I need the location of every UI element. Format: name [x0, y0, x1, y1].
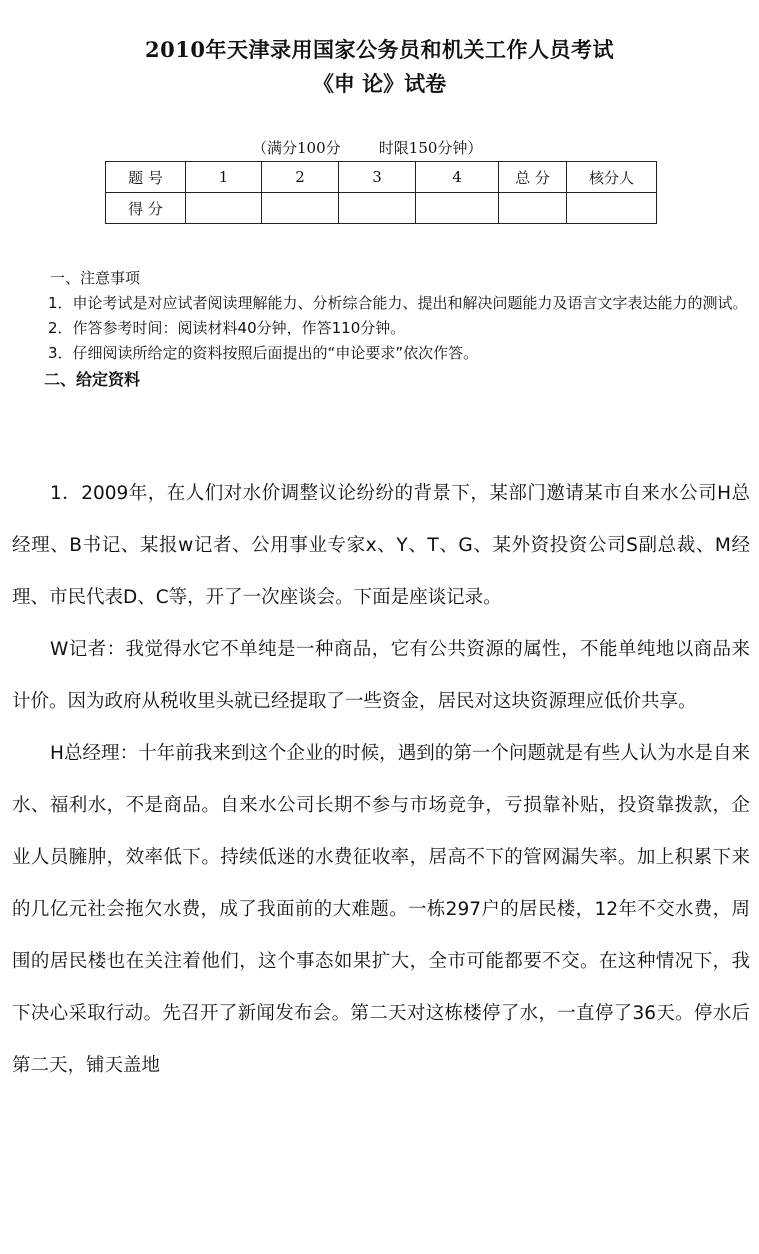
score-header-cell: 总 分 — [499, 162, 567, 193]
score-cell — [499, 193, 567, 224]
score-cell — [339, 193, 416, 224]
score-table-score-row — [106, 193, 657, 224]
notes-section — [14, 266, 754, 392]
score-cell — [186, 193, 262, 224]
materials-body — [12, 468, 750, 1092]
score-cell — [262, 193, 339, 224]
score-row-label: 得 分 — [106, 193, 186, 224]
score-header-cell: 1 — [186, 162, 262, 193]
score-table — [105, 161, 657, 224]
notes-item: 1．申论考试是对应试者阅读理解能力、分析综合能力、提出和解决问题能力及语言文字表达能力的测试。 — [48, 294, 748, 312]
exam-meta: （满分100分 时限150分钟） — [252, 139, 483, 157]
exam-title: 2010年天津录用国家公务员和机关工作人员考试 — [145, 37, 614, 62]
notes-item: 3．仔细阅读所给定的资料按照后面提出的“申论要求”依次作答。 — [48, 344, 479, 362]
score-table-header-row — [106, 162, 657, 193]
score-header-cell: 3 — [339, 162, 416, 193]
score-cell — [416, 193, 499, 224]
notes-heading: 一、注意事项 — [50, 269, 141, 287]
material-paragraph: 1．2009年，在人们对水价调整议论纷纷的背景下，某部门邀请某市自来水公司H总经理、B书记、某报w记者、公用事业专家x、Y、T、G、某外资投资公司S副总裁、M经理、市民代表D、C等，开了一次座谈会。下面是座谈记录。 — [12, 483, 750, 608]
score-header-cell: 4 — [416, 162, 499, 193]
materials-heading: 二、给定资料 — [44, 370, 141, 389]
score-header-cell: 题 号 — [106, 162, 186, 193]
notes-item: 2．作答参考时间：阅读材料40分钟，作答110分钟。 — [48, 319, 406, 337]
score-header-cell: 2 — [262, 162, 339, 193]
material-paragraph: W记者：我觉得水它不单纯是一种商品，它有公共资源的属性，不能单纯地以商品来计价。因为政府从税收里头就已经提取了一些资金，居民对这块资源理应低价共享。 — [12, 639, 750, 712]
score-header-cell: 核分人 — [567, 162, 657, 193]
score-cell — [567, 193, 657, 224]
material-paragraph: H总经理：十年前我来到这个企业的时候，遇到的第一个问题就是有些人认为水是自来水、福利水，不是商品。自来水公司长期不参与市场竞争，亏损靠补贴，投资靠拨款，企业人员臃肿，效率低下。持续低迷的水费征收率，居高不下的管网漏失率。加上积累下来的几亿元社会拖欠水费，成了我面前的大难题。一栋297户的居民楼，12年不交水费，周围的居民楼也在关注着他们，这个事态如果扩大，全市可能都要不交。在这种情况下，我下决心采取行动。先召开了新闻发布会。第二天对这栋楼停了水，一直停了36天。停水后第二天，铺天盖地 — [12, 743, 750, 1076]
exam-subtitle: 《申 论》试卷 — [312, 71, 447, 96]
